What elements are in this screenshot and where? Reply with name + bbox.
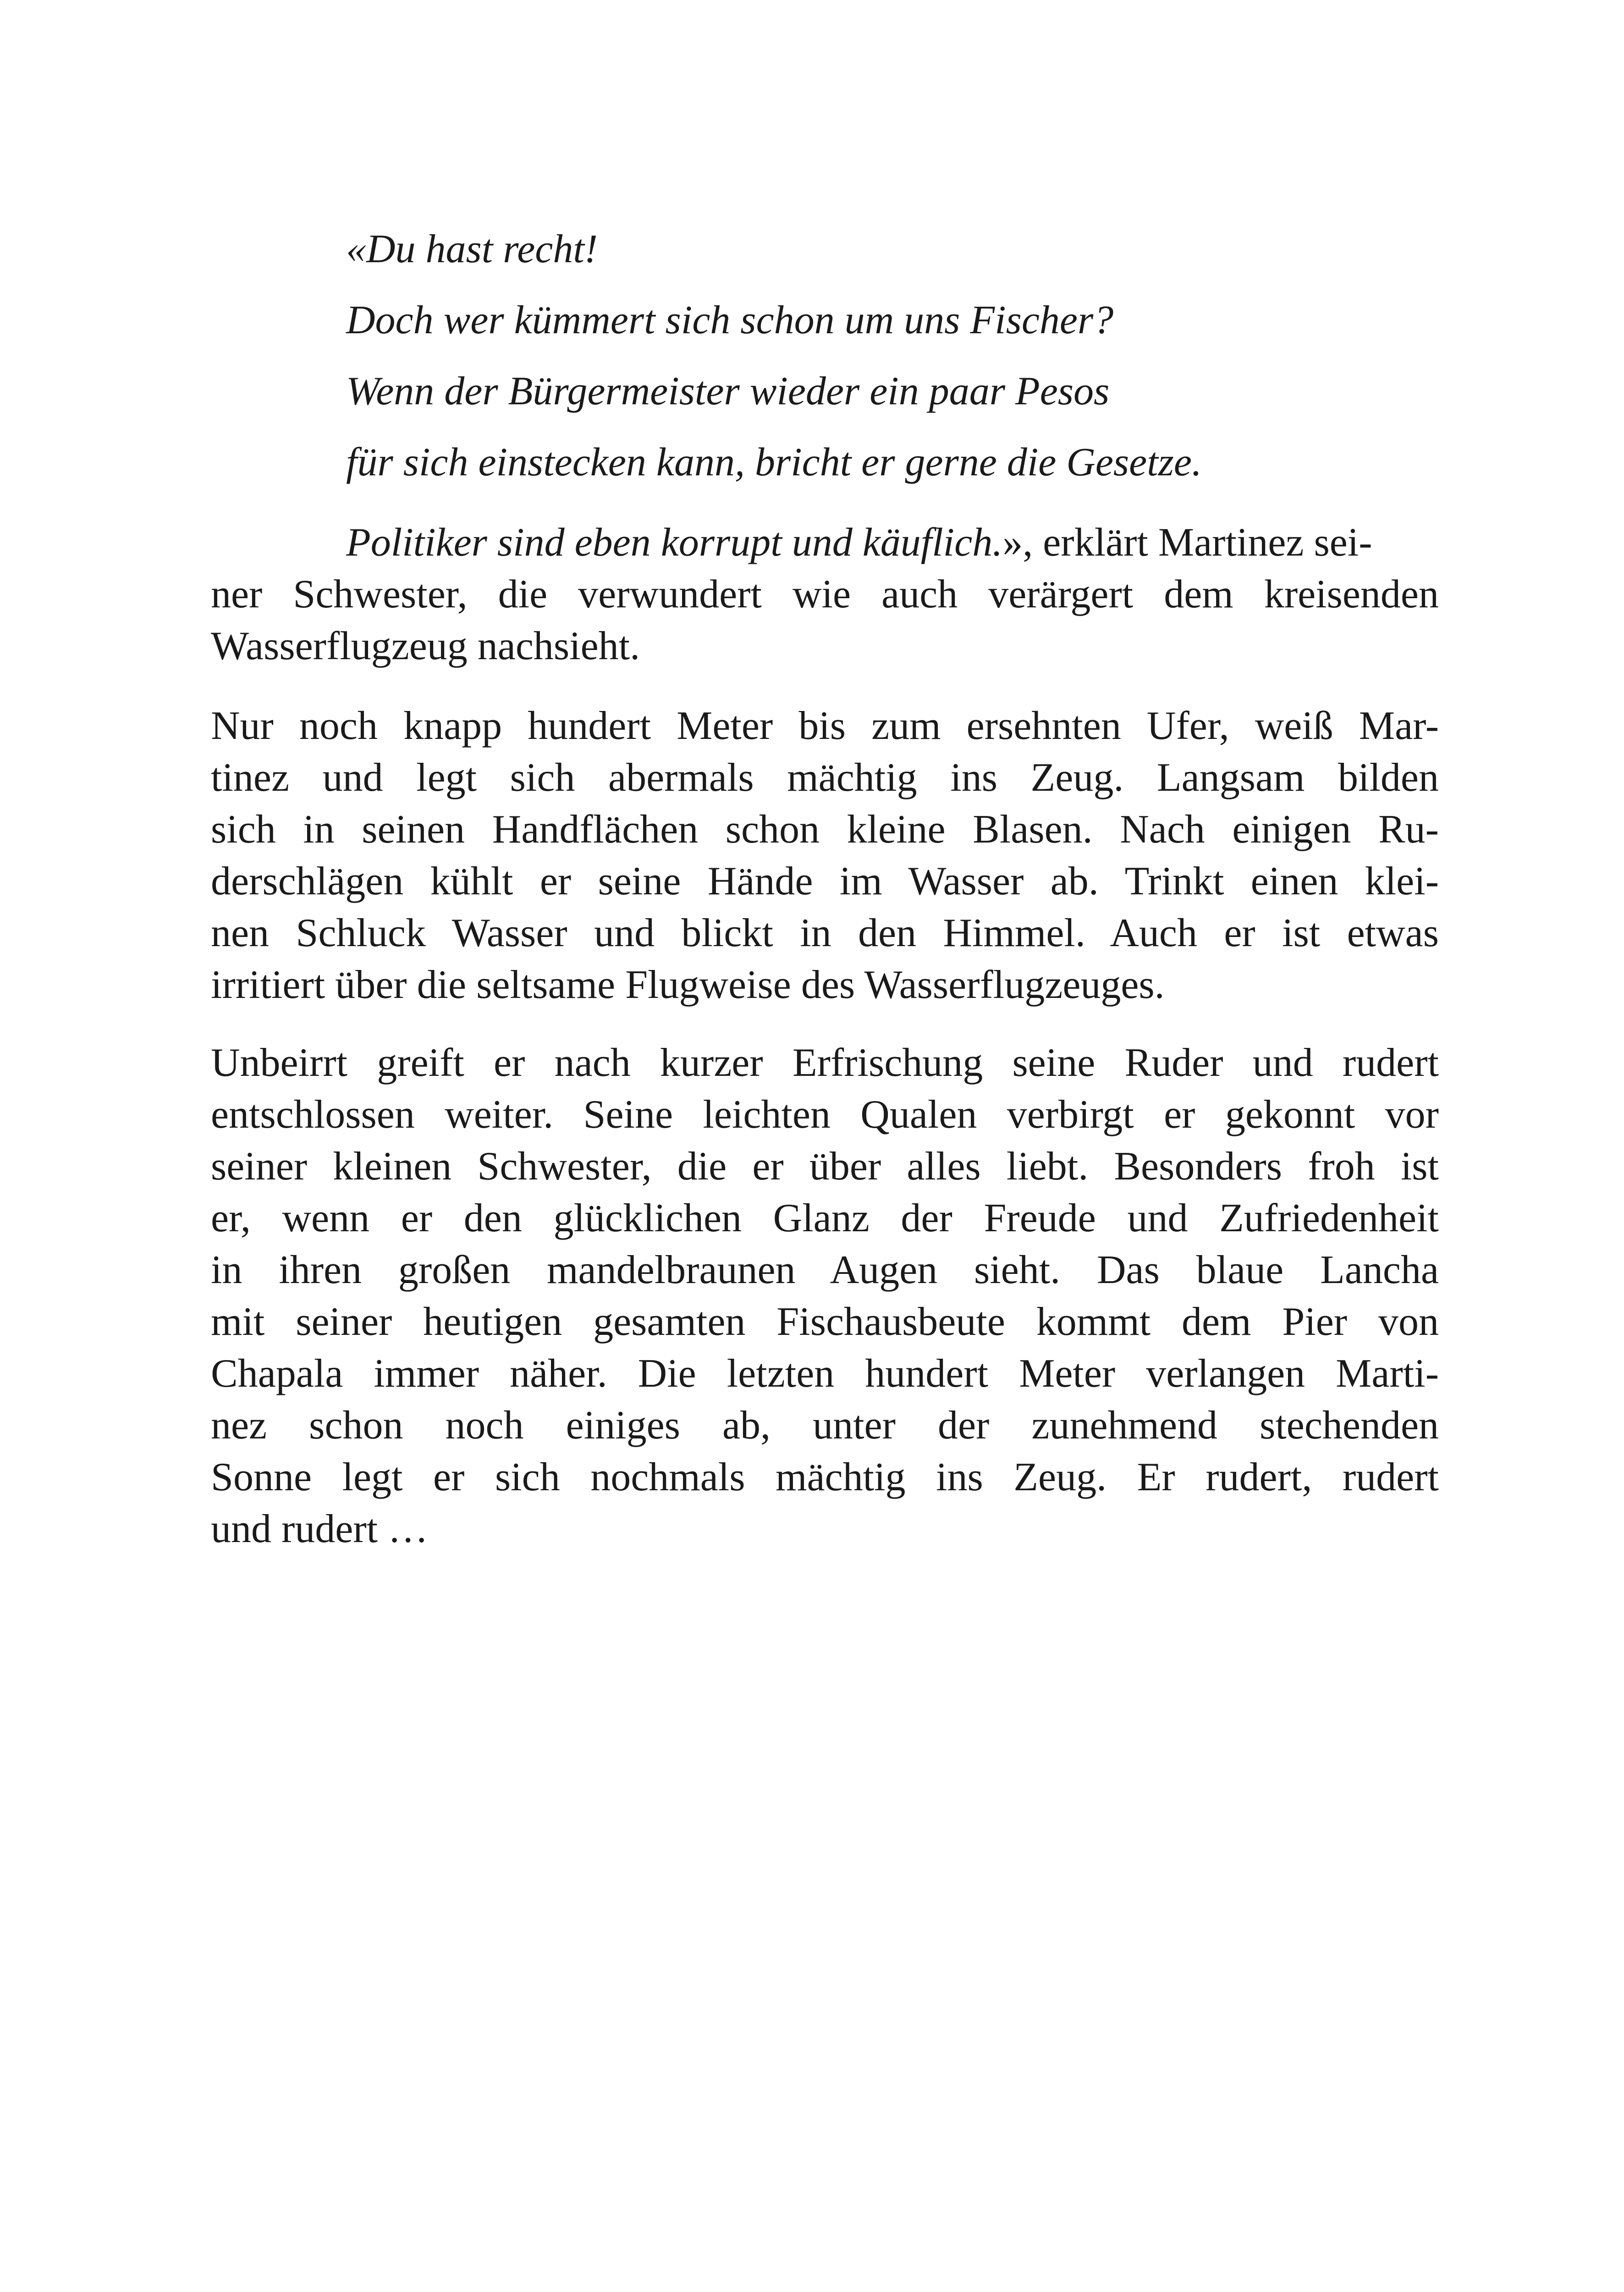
paragraph-line: tinez und legt sich abermals mächtig ins Zeug. Langsam bilden: [211, 755, 1439, 800]
poem-line: «Du hast recht!: [346, 227, 598, 271]
paragraph-line: entschlossen weiter. Seine leichten Qualen verbirgt er gekonnt vor: [211, 1092, 1439, 1137]
paragraph-line: Unbeirrt greift er nach kurzer Erfrischung seine Ruder und rudert: [211, 1041, 1439, 1085]
paragraph-line: Chapala immer näher. Die letzten hundert Meter verlangen Marti-: [211, 1351, 1439, 1396]
paragraph-line: nez schon noch einiges ab, unter der zunehmend stechenden: [211, 1403, 1439, 1448]
paragraph-line: seiner kleinen Schwester, die er über alles liebt. Besonders froh ist: [211, 1144, 1439, 1189]
poem-line: Wenn der Bürgermeister wieder ein paar Pesos: [346, 369, 1110, 413]
paragraph-line: Sonne legt er sich nochmals mächtig ins Zeug. Er rudert, rudert: [211, 1455, 1439, 1499]
paragraph-line: irritiert über die seltsame Flugweise des Wasserflugzeuges.: [211, 963, 1165, 1007]
paragraph-line: derschlägen kühlt er seine Hände im Wasser ab. Trinkt einen klei-: [211, 859, 1439, 904]
paragraph-line: nen Schluck Wasser und blickt in den Himmel. Auch er ist etwas: [211, 911, 1439, 955]
paragraph-line: mit seiner heutigen gesamten Fischausbeute kommt dem Pier von: [211, 1300, 1439, 1344]
poem-last-tail: », erklärt Martinez sei-: [1002, 520, 1372, 565]
paragraph-line: sich in seinen Handflächen schon kleine Blasen. Nach einigen Ru-: [211, 807, 1439, 852]
paragraph-line: und rudert …: [211, 1507, 429, 1551]
poem-last-italic: Politiker sind eben korrupt und käuflich.: [346, 520, 1003, 565]
paragraph-line: in ihren großen mandelbraunen Augen sieht. Das blaue Lancha: [211, 1248, 1439, 1292]
poem-line: Doch wer kümmert sich schon um uns Fischer?: [346, 298, 1114, 342]
poem-last-line: [346, 520, 1372, 565]
paragraph-line: er, wenn er den glücklichen Glanz der Freude und Zufriedenheit: [211, 1196, 1439, 1240]
paragraph-line: Wasserflugzeug nachsieht.: [211, 624, 640, 668]
paragraph-line: Nur noch knapp hundert Meter bis zum ersehnten Ufer, weiß Mar-: [211, 704, 1439, 748]
poem-line: für sich einstecken kann, bricht er gerne die Gesetze.: [346, 440, 1202, 485]
paragraph-line: ner Schwester, die verwundert wie auch verärgert dem kreisenden: [211, 572, 1439, 617]
